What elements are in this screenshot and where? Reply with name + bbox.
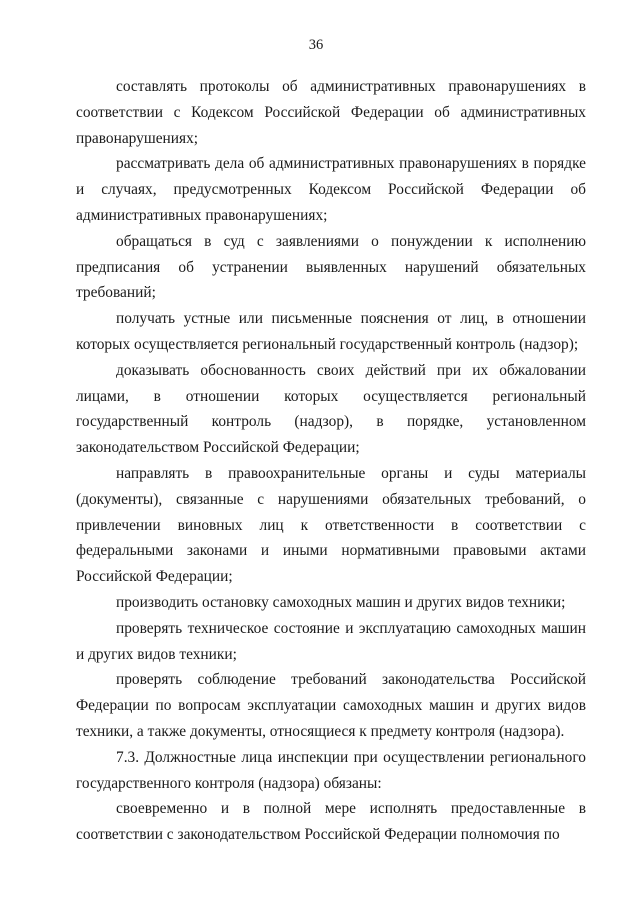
paragraph: производить остановку самоходных машин и других видов техники; <box>116 593 566 611</box>
paragraph: проверять техническое состояние и эксплуатацию самоходных машин и других видов техники; <box>76 619 586 663</box>
paragraph: своевременно и в полной мере исполнять предоставленные в соответствии с законодательством Российской Федерации полномочия по <box>76 800 586 844</box>
page-number: 36 <box>308 37 324 53</box>
paragraph: составлять протоколы об административных правонарушениях в соответствии с Кодексом Российской Федерации об административных правонарушениях; <box>76 78 586 147</box>
paragraph: проверять соблюдение требований законодательства Российской Федерации по вопросам эксплуатации самоходных машин и других видов техники, а также документы, относящиеся к предмету контроля (надзора). <box>76 671 586 740</box>
paragraph: обращаться в суд с заявлениями о понуждении к исполнению предписания об устранении выявленных нарушений обязательных требований; <box>76 232 586 302</box>
paragraph: 7.3. Должностные лица инспекции при осуществлении регионального государственного контроля (надзора) обязаны: <box>76 748 586 792</box>
paragraph: направлять в правоохранительные органы и суды материалы (документы), связанные с нарушениями обязательных требований, о привлечении виновных лиц к ответственности в соответствии с федеральными законами и иными нормативными правовыми актами Российской Федерации; <box>76 464 586 586</box>
paragraph: рассматривать дела об административных правонарушениях в порядке и случаях, предусмотренных Кодексом Российской Федерации об административных правонарушениях; <box>76 155 586 224</box>
paragraph: доказывать обоснованность своих действий при их обжаловании лицами, в отношении которых осуществляется региональный государственный контроль (надзор), в порядке, установленном законодательством Российской Федерации; <box>76 361 586 457</box>
paragraph: получать устные или письменные пояснения от лиц, в отношении которых осуществляется региональный государственный контроль (надзор); <box>76 310 586 353</box>
document-body <box>76 74 586 848</box>
